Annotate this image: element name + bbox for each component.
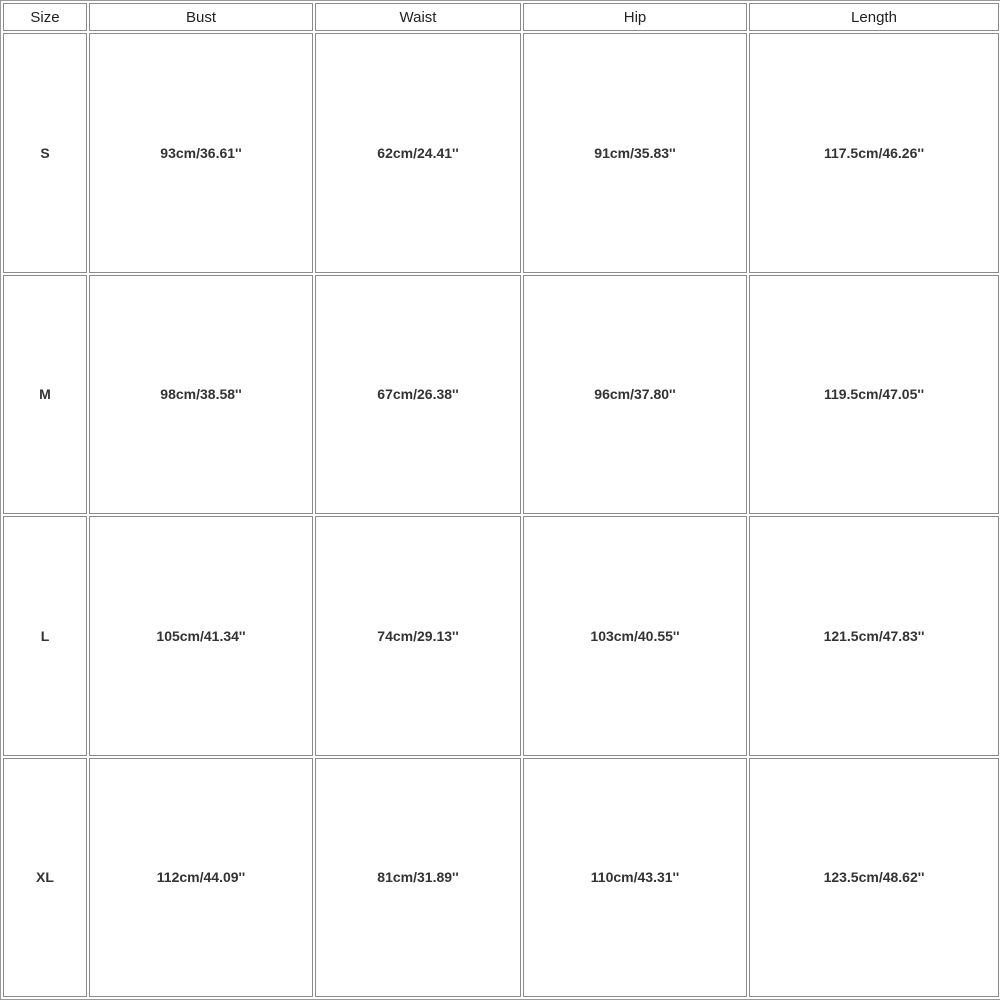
- size-cell: XL: [3, 758, 87, 998]
- length-cell: 119.5cm/47.05'': [749, 275, 999, 515]
- table-row: [3, 516, 999, 756]
- size-cell: L: [3, 516, 87, 756]
- length-cell: 117.5cm/46.26'': [749, 33, 999, 273]
- hip-cell: 91cm/35.83'': [523, 33, 747, 273]
- bust-cell: 93cm/36.61'': [89, 33, 313, 273]
- hip-cell: 96cm/37.80'': [523, 275, 747, 515]
- table-header: [3, 3, 999, 31]
- waist-cell: 67cm/26.38'': [315, 275, 521, 515]
- bust-cell: 112cm/44.09'': [89, 758, 313, 998]
- header-length: Length: [749, 3, 999, 31]
- bust-cell: 98cm/38.58'': [89, 275, 313, 515]
- waist-cell: 62cm/24.41'': [315, 33, 521, 273]
- table-body: [3, 33, 999, 997]
- header-waist: Waist: [315, 3, 521, 31]
- size-cell: S: [3, 33, 87, 273]
- waist-cell: 74cm/29.13'': [315, 516, 521, 756]
- length-cell: 121.5cm/47.83'': [749, 516, 999, 756]
- header-bust: Bust: [89, 3, 313, 31]
- header-hip: Hip: [523, 3, 747, 31]
- hip-cell: 110cm/43.31'': [523, 758, 747, 998]
- size-cell: M: [3, 275, 87, 515]
- bust-cell: 105cm/41.34'': [89, 516, 313, 756]
- waist-cell: 81cm/31.89'': [315, 758, 521, 998]
- table-row: [3, 758, 999, 998]
- table-row: [3, 33, 999, 273]
- header-row: [3, 3, 999, 31]
- hip-cell: 103cm/40.55'': [523, 516, 747, 756]
- length-cell: 123.5cm/48.62'': [749, 758, 999, 998]
- table-row: [3, 275, 999, 515]
- header-size: Size: [3, 3, 87, 31]
